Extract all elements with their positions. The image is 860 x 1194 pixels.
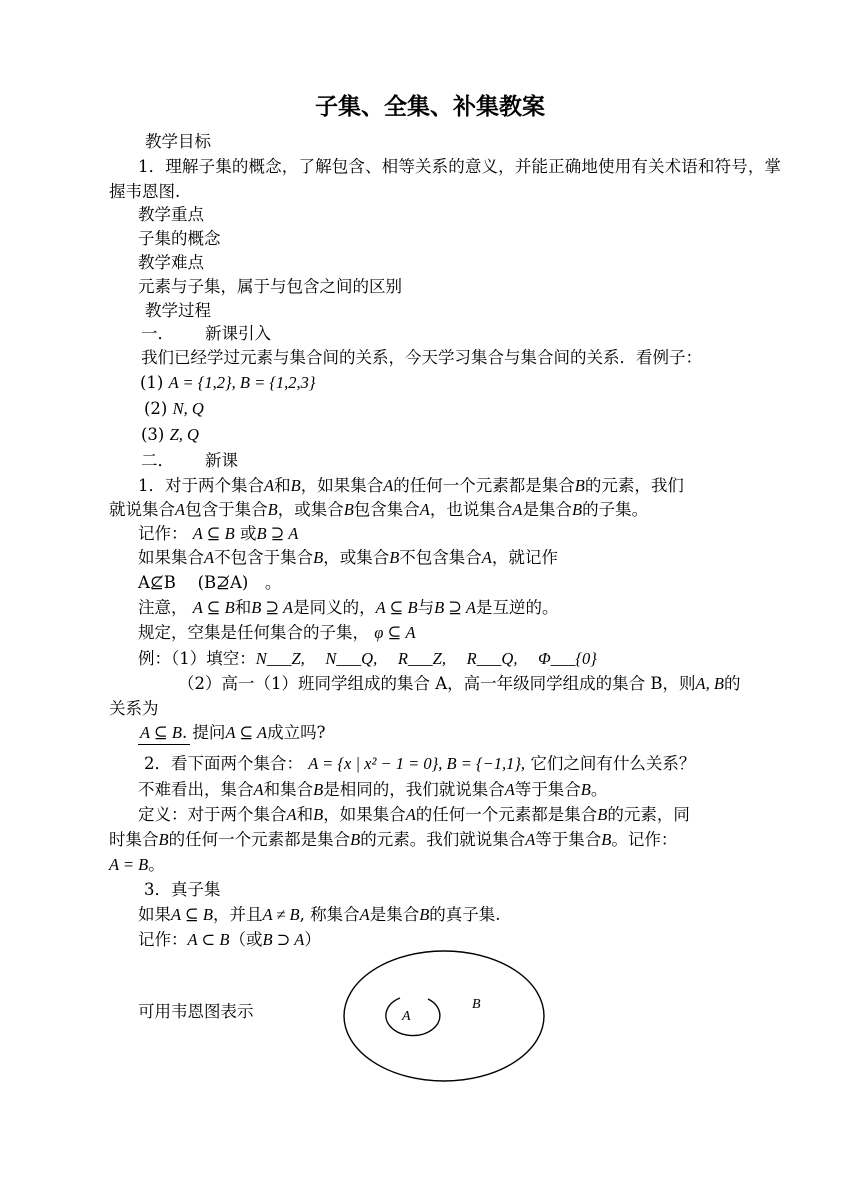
text: 定义：对于两个集合 [138,805,287,824]
section-1-number: 一． [141,324,174,343]
example-2 [144,397,204,421]
text: 不难看出，集合 [138,780,254,799]
text: 成立吗? [267,723,326,742]
text: 或 [239,524,257,543]
text: 是互逆的。 [476,598,559,617]
text: , 称集合 [299,905,360,924]
formula: B ⊇ A [256,524,299,543]
formula: A = B [109,855,149,874]
var: A [405,805,416,824]
var: A [383,476,394,495]
text: 不包含集合 [399,548,482,567]
text: 与 [417,598,435,617]
var: B [597,805,608,824]
proper-record-line [138,928,321,952]
text: 注意， [138,598,188,617]
text: 的任何一个元素都是集合 [415,805,598,824]
difficulty-text: 元素与子集，属于与包含之间的区别 [138,277,402,296]
text: 等于集合 [535,830,602,849]
heading-objectives: 教学目标 [145,132,211,151]
text: 和 [234,598,252,617]
text: 和 [296,805,314,824]
var: B [571,500,583,519]
text: ，或集合 [277,500,344,519]
text: 。记作： [611,830,678,849]
formula: A ⊆ B [192,524,235,543]
example-1-expr: A = {1,2}, B = {1,2,3} [168,373,316,392]
not-contain-line [138,546,558,570]
formula: N___Z, N___Q, R___Z, R___Q, Φ___{0} [255,649,597,668]
var: B [313,780,324,799]
exercise-2-answer [140,721,325,745]
example-3-number: (3) [141,425,165,444]
var: A [419,500,430,519]
formula: A ⊆ B [192,598,235,617]
var: A [204,548,215,567]
rule-line [138,621,416,645]
var: A [253,780,264,799]
section-1-title: 新课引入 [205,324,271,343]
record-line [138,522,298,546]
text: 就说集合 [109,500,175,519]
var: B [313,548,324,567]
formula: A ⊂ B [187,930,230,949]
definition-1-line-1 [138,474,684,498]
formula: B ⊃ A [262,930,305,949]
example-3-expr: Z, Q [169,425,199,444]
intro-text: 我们已经学过元素与集合间的关系，今天学习集合与集合间的关系．看例子： [141,348,702,367]
example-2-expr: N, Q [172,399,204,418]
var: A [175,500,186,519]
text: 是相同的，我们就说集合 [323,780,505,799]
text: 是集合 [369,905,420,924]
set-b-label: B [472,997,481,1012]
var: B [419,905,430,924]
var: A [504,780,515,799]
text: 不包含于集合 [214,548,314,567]
text: 是同义的， [293,598,376,617]
var: B [350,830,361,849]
example-1-number: (1) [140,373,164,392]
var: B [158,830,169,849]
text: 的元素。我们就说集合 [360,830,526,849]
formula: B ⊇ A [434,598,476,617]
var: A [359,905,370,924]
text: 和集合 [263,780,314,799]
text: （或 [229,930,263,949]
var: A [525,830,536,849]
definition-2-line-1 [138,803,690,827]
heading-difficulty: 教学难点 [138,253,204,272]
exercise-2-line-2: 关系为 [109,699,159,718]
text: 如果 [138,905,171,924]
text: 规定，空集是任何集合的子集， [138,623,369,642]
var: B [267,500,278,519]
note-line [138,596,559,620]
key-text: 子集的概念 [138,229,221,248]
page-title: 子集、全集、补集教案 [315,94,545,120]
text: ，或集合 [323,548,390,567]
var: A [481,548,492,567]
text: ，如果集合 [300,476,384,495]
heading-key: 教学重点 [138,205,204,224]
text: ） [304,930,321,949]
text: （2）高一（1）班同学组成的集合 A，高一年级同学组成的集合 B，则 [178,674,696,693]
text: 。 [148,855,165,874]
var: A [286,805,297,824]
proper-subset-line [138,903,501,927]
venn-caption: 可用韦恩图表示 [138,1002,254,1021]
text: 它们之间有什么关系？ [530,754,696,773]
formula: A ⊆ B [375,598,418,617]
text: 记作： [138,930,188,949]
formula: φ ⊆ A [374,623,416,642]
var: B [580,780,591,799]
example-3 [141,423,199,447]
text: 的任何一个元素都是集合 [168,830,351,849]
part-2-question [144,752,695,776]
text: 和 [274,476,291,495]
formula: A ⊆ B [140,723,182,742]
example-2-number: (2) [144,399,168,418]
text: 是集合 [522,500,572,519]
text: 1．对于两个集合 [138,476,264,495]
heading-process: 教学过程 [145,301,211,320]
text: 的元素，同 [607,805,690,824]
text: 的 [723,674,741,693]
exercise-2-line-1 [178,672,740,696]
text: ，也说集合 [429,500,513,519]
definition-2-line-3 [109,853,165,877]
text: 的元素，我们 [584,476,684,495]
set-a-ellipse [386,998,440,1036]
text: ，如果集合 [323,805,406,824]
formula: B ⊇ A [251,598,294,617]
formula: A = {x | x² − 1 = 0}, B = {−1,1}, [308,754,526,773]
formula: A ⊆ A [225,723,268,742]
definition-1-line-2 [109,498,648,522]
set-a-label: A [402,1009,411,1024]
var: B [389,548,400,567]
var: B [290,476,301,495]
example-1 [140,371,316,395]
var: A [512,500,523,519]
section-2-title: 新课 [205,451,238,470]
text: 如果集合 [138,548,204,567]
text: ，并且 [212,905,263,924]
text: 时集合 [109,830,159,849]
formula: A ⊆ B [171,905,213,924]
var: B [313,805,324,824]
text: ，就记作 [491,548,558,567]
text: 的任何一个元素都是集合 [393,476,575,495]
var: B [601,830,612,849]
text: 。 [590,780,608,799]
text: 的子集。 [582,500,649,519]
text: 包含于集合 [185,500,268,519]
var: B [343,500,354,519]
not-contain-symbol: A⊈B (B⊉A) 。 [138,573,282,592]
text: 2．看下面两个集合： [144,754,303,773]
answer-underline [138,744,190,745]
formula: A ≠ B [262,905,300,924]
venn-diagram [340,946,550,1086]
part-2-observation [138,778,607,802]
definition-2-line-2 [109,828,677,852]
formula: A, B [695,674,724,693]
text: 的真子集. [429,905,501,924]
part-3-title: 3．真子集 [144,880,221,899]
text: 包含集合 [353,500,420,519]
var: A [264,476,275,495]
exercise-1 [138,647,597,671]
text: . 提问 [181,723,226,742]
text: 等于集合 [514,780,581,799]
text: 记作： [138,524,188,543]
var: B [574,476,585,495]
set-b-ellipse [344,951,544,1081]
section-2-number: 二． [141,451,174,470]
objective-1: 1．理解子集的概念，了解包含、相等关系的意义，并能正确地使用有关术语和符号，掌握韦恩图. [109,157,781,201]
text: 例：（1）填空： [138,649,256,668]
